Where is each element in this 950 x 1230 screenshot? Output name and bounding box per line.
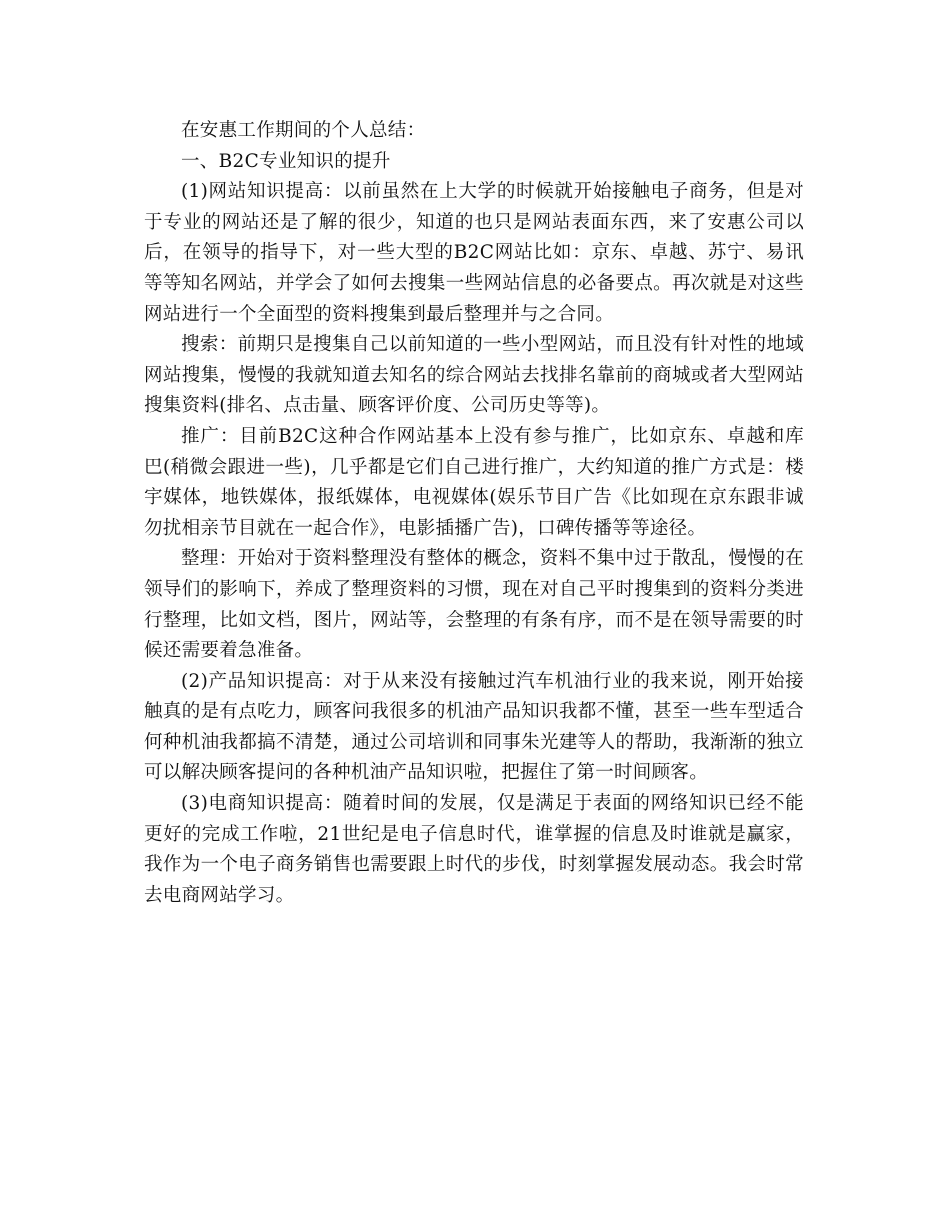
summary-title: 在安惠工作期间的个人总结： xyxy=(181,120,426,141)
paragraph-organization: 整理：开始对于资料整理没有整体的概念，资料不集中过于散乱，慢慢的在领导们的影响下，养成了整理资料的习惯，现在对自己平时搜集到的资料分类进行整理，比如文档，图片，网站等，会整理的有条有序，而不是在领导需要的时候还需要着急准备。 xyxy=(144,548,804,662)
paragraph-search: 搜索：前期只是搜集自己以前知道的一些小型网站，而且没有针对性的地域网站搜集，慢慢的我就知道去知名的综合网站去找排名靠前的商城或者大型网站搜集资料(排名、点击量、顾客评价度、公司历史等等)。 xyxy=(144,334,804,417)
paragraph-ecommerce-knowledge: (3)电商知识提高：随着时间的发展，仅是满足于表面的网络知识已经不能更好的完成工作啦，21世纪是电子信息时代，谁掌握的信息及时谁就是赢家，我作为一个电子商务销售也需要跟上时代的步伐，时刻掌握发展动态。我会时常去电商网站学习。 xyxy=(144,793,804,906)
section-heading-b2c: 一、B2C专业知识的提升 xyxy=(181,150,391,172)
document-body xyxy=(144,116,804,911)
paragraph-promotion: 推广：目前B2C这种合作网站基本上没有参与推广，比如京东、卓越和库巴(稍微会跟进一些)，几乎都是它们自己进行推广，大约知道的推广方式是：楼宇媒体，地铁媒体，报纸媒体，电视媒体(娱乐节目广告《比如现在京东跟非诚勿扰相亲节目就在一起合作》，电影插播广告)，口碑传播等等途径。 xyxy=(144,425,804,539)
paragraph-product-knowledge: (2)产品知识提高：对于从来没有接触过汽车机油行业的我来说，刚开始接触真的是有点吃力，顾客问我很多的机油产品知识我都不懂，甚至一些车型适合何种机油我都搞不清楚，通过公司培训和同事朱光建等人的帮助，我渐渐的独立可以解决顾客提问的各种机油产品知识啦，把握住了第一时间顾客。 xyxy=(144,670,804,784)
paragraph-website-knowledge: (1)网站知识提高：以前虽然在上大学的时候就开始接触电子商务，但是对于专业的网站还是了解的很少，知道的也只是网站表面东西，来了安惠公司以后，在领导的指导下，对一些大型的B2C网站比如：京东、卓越、苏宁、易讯等等知名网站，并学会了如何去搜集一些网站信息的必备要点。再次就是对这些网站进行一个全面型的资料搜集到最后整理并与之合同。 xyxy=(144,181,804,325)
